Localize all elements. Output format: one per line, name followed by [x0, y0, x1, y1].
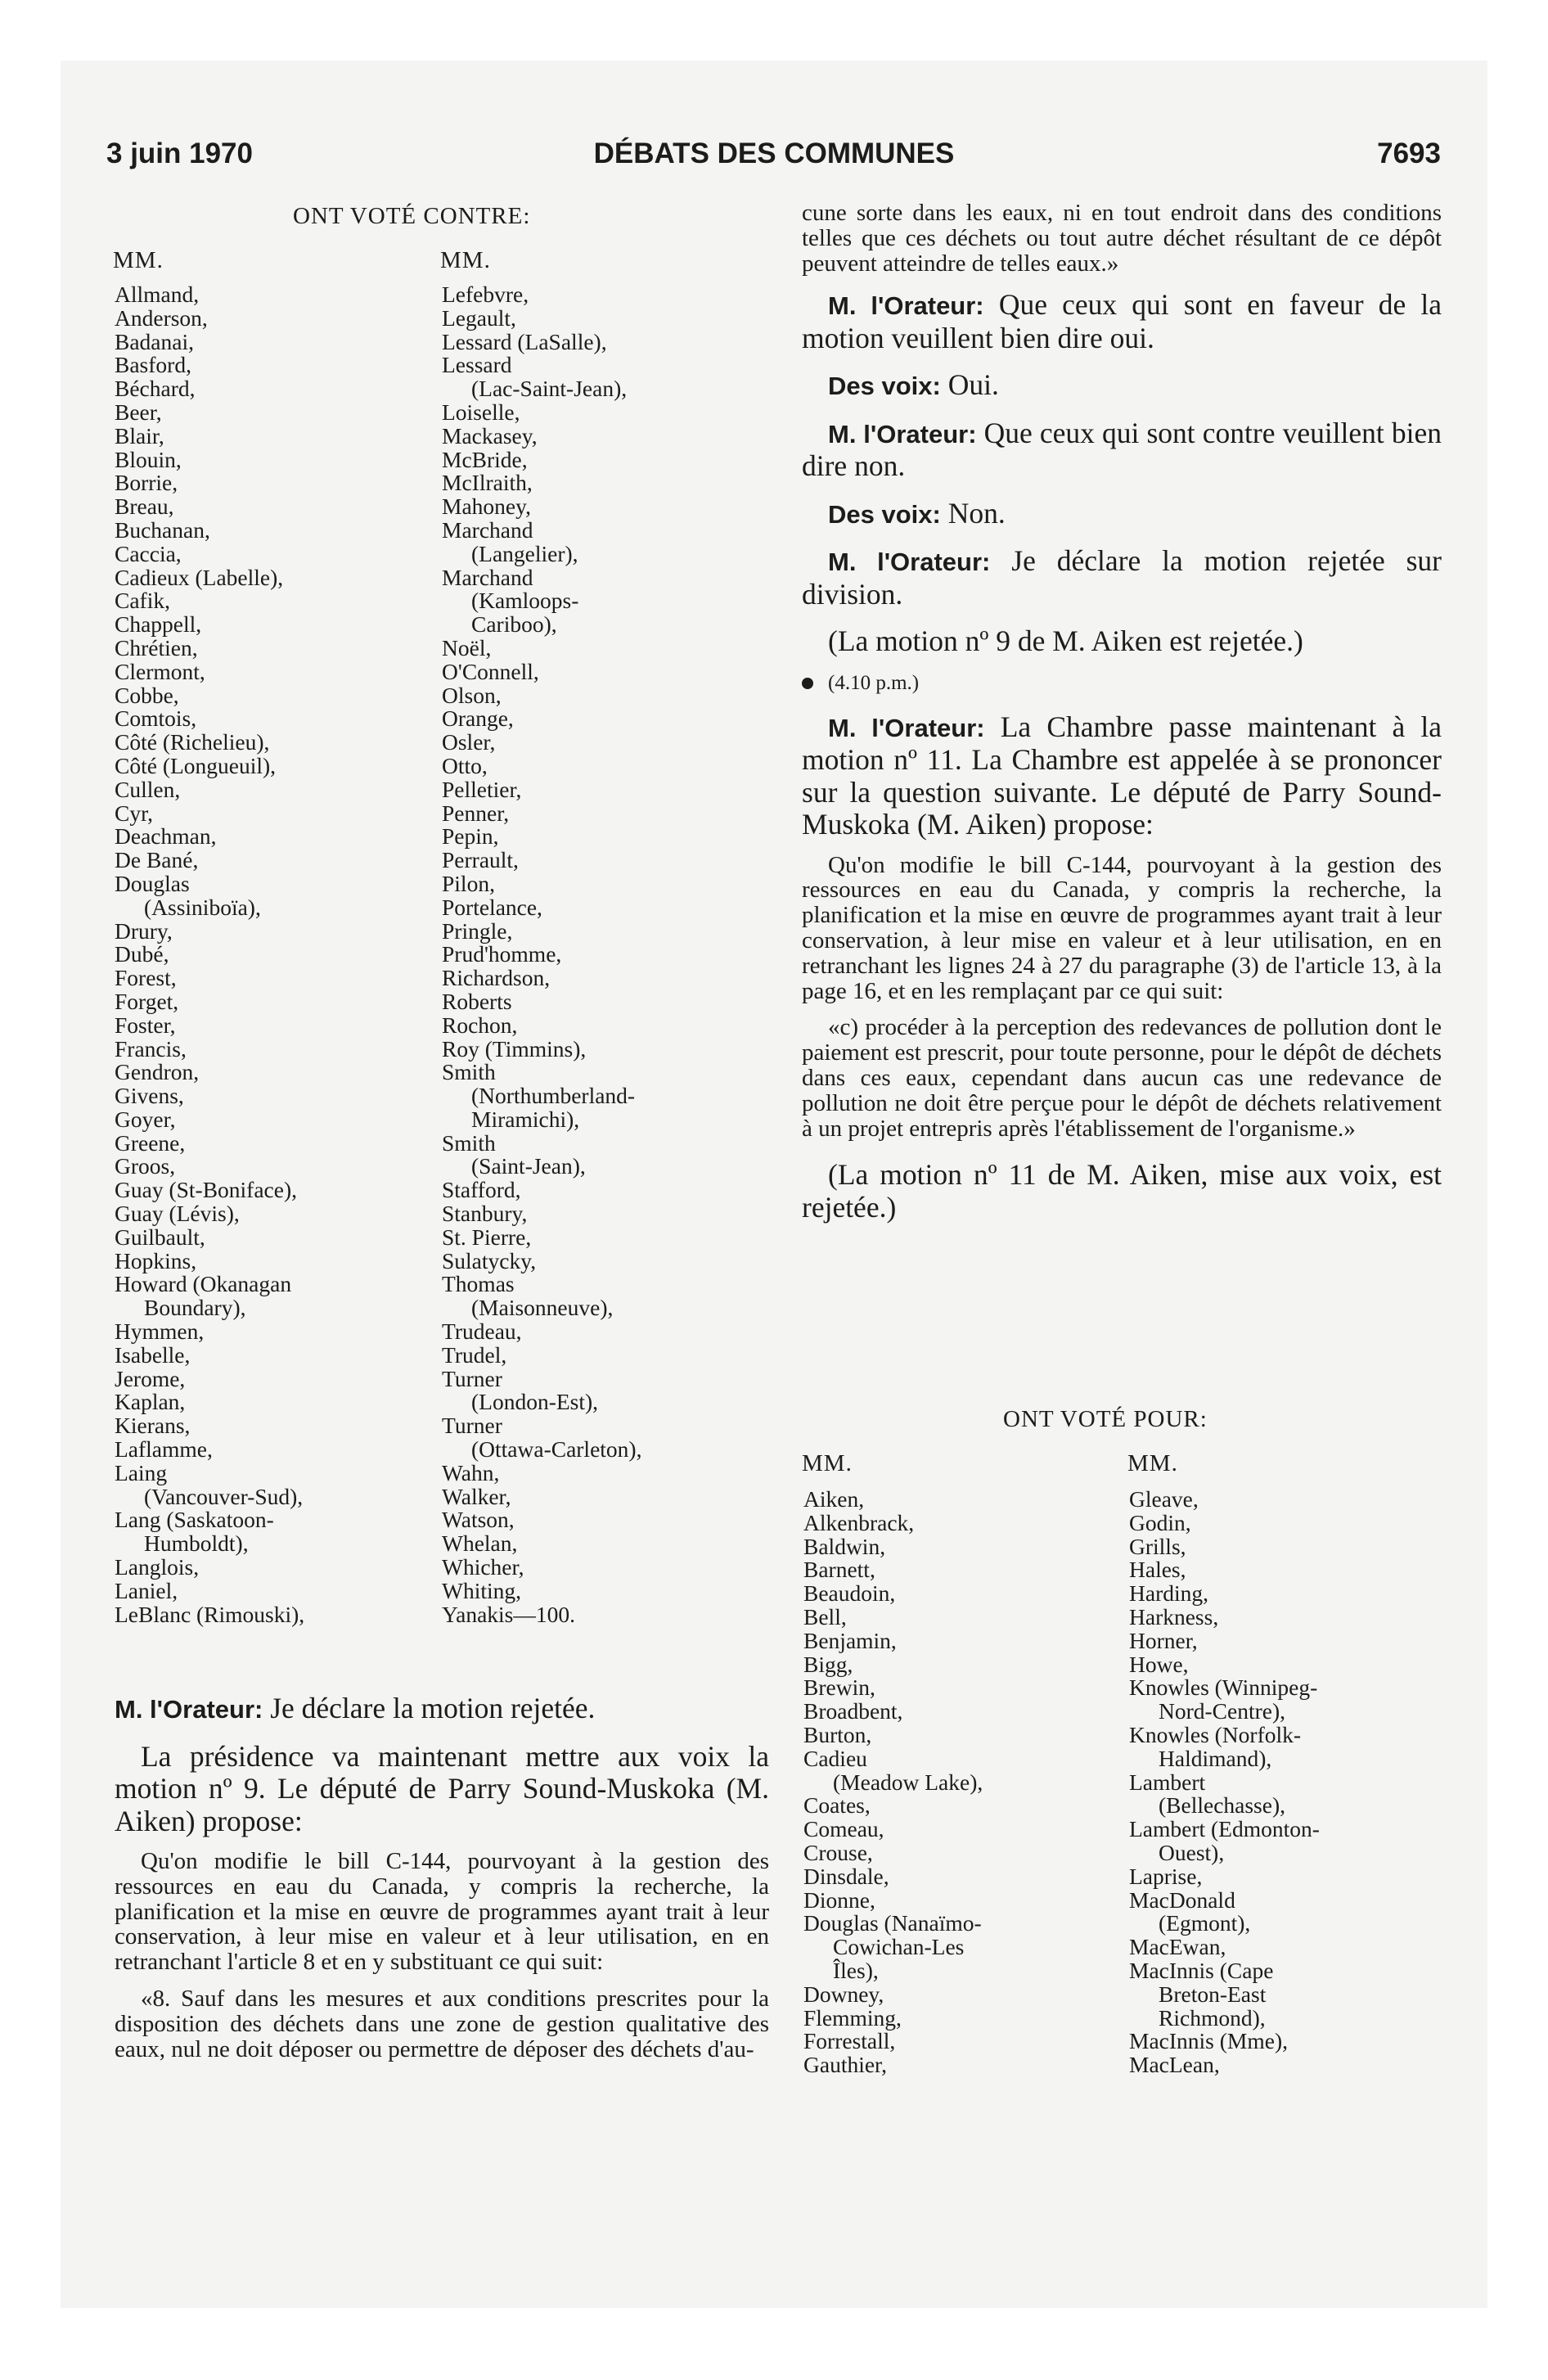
member-name: Guilbault, [115, 1224, 205, 1250]
member-name: Osler, [442, 729, 496, 755]
member-name: Pelletier, [442, 776, 522, 802]
motion-9-text: Qu'on modifie le bill C-144, pourvoyant à la gestion des ressources en eau du Canada, y compris la recherche, la planification et la mise en œuvre de programmes ayant trait à leur conservation, à leur mise en valeur et à leur utilisation, en en retranchant l'article 8 et en y substituant ce qui suit: [115, 1848, 769, 1976]
quote-continuation: cune sorte dans les eaux, ni en tout endroit dans des conditions telles que ces déchets ou tout autre déchet résultant de ce dépôt peuvent atteindre de telles eaux.» [802, 200, 1442, 277]
contre-heading: ONT VOTÉ CONTRE: [293, 203, 531, 229]
member-name: Cowichan-Les [833, 1934, 965, 1960]
member-name: Francis, [115, 1035, 187, 1062]
member-name: (Assiniboïa), [144, 894, 261, 920]
member-name: Comtois, [115, 705, 197, 732]
member-name: Stanbury, [442, 1201, 528, 1227]
member-name: MacInnis (Cape [1129, 1957, 1274, 1983]
member-name: (Lac-Saint-Jean), [471, 376, 628, 402]
member-name: Turner [442, 1365, 502, 1391]
member-name: Lambert (Edmonton- [1129, 1816, 1320, 1842]
time-stamp: (4.10 p.m.) [802, 669, 1442, 696]
member-name: Harding, [1129, 1580, 1208, 1607]
member-name: Buchanan, [115, 516, 210, 543]
member-name: Deachman, [115, 823, 217, 850]
member-name: Cadieux (Labelle), [115, 564, 284, 590]
member-name: Gendron, [115, 1059, 200, 1085]
presidency-intro: La présidence va maintenant mettre aux voix la motion nº 9. Le député de Parry Sound-Muskoka (M. Aiken) propose: [115, 1739, 769, 1837]
member-name: (Egmont), [1159, 1910, 1251, 1936]
speaker-statement-4: M. l'Orateur: Je déclare la motion rejetée sur division. [802, 544, 1442, 611]
member-name: Baldwin, [803, 1533, 886, 1559]
member-name: Foster, [115, 1012, 176, 1038]
member-name: Benjamin, [803, 1627, 897, 1653]
member-name: Dinsdale, [803, 1863, 889, 1889]
motion-9-quote: «8. Sauf dans les mesures et aux conditions prescrites pour la disposition des déchets dans une zone de gestion qualitative des eaux, nul ne doit déposer ou permettre de déposer des déchets d'au- [115, 1985, 769, 2062]
pour-mm-col2: MM. [1127, 1450, 1178, 1476]
member-name: Beer, [115, 399, 162, 425]
member-name: Broadbent, [803, 1698, 903, 1724]
pour-names-col2 [1129, 1488, 1456, 2077]
member-name: Whelan, [442, 1530, 518, 1557]
member-name: Smith [442, 1059, 496, 1085]
member-name: Isabelle, [115, 1341, 191, 1368]
member-name: Richmond), [1159, 2004, 1266, 2031]
member-name: (Meadow Lake), [833, 1769, 983, 1795]
member-name: Forrestall, [803, 2028, 896, 2054]
member-name: (Maisonneuve), [471, 1295, 614, 1321]
member-name: Bigg, [803, 1651, 853, 1677]
member-name: McBride, [442, 446, 528, 472]
member-name: O'Connell, [442, 658, 539, 684]
member-name: Forget, [115, 988, 179, 1014]
member-name: Legault, [442, 304, 516, 331]
member-name: Hopkins, [115, 1247, 197, 1273]
motion-11-text: Qu'on modifie le bill C-144, pourvoyant à la gestion des ressources en eau du Canada, y compris la recherche, la planification et la mise en œuvre de programmes ayant trait à leur conservation, à leur mise en valeur et à leur utilisation, en en retranchant les lignes 24 à 27 du paragraphe (3) de l'article 13, à la page 16, et en les remplaçant par ce qui suit: [802, 851, 1442, 1004]
member-name: Marchand [442, 516, 533, 543]
right-column-text [802, 201, 1442, 1224]
member-name: Sulatycky, [442, 1247, 537, 1273]
member-name: Chrétien, [115, 634, 198, 660]
speaker-statement-5: M. l'Orateur: La Chambre passe maintenant à la motion nº 11. La Chambre est appelée à se prononcer sur la question suivante. Le député de Parry Sound-Muskoka (M. Aiken) propose: [802, 710, 1442, 841]
member-name: (Langelier), [471, 540, 578, 566]
header-date: 3 juin 1970 [106, 137, 253, 169]
member-name: Crouse, [803, 1839, 873, 1865]
member-name: Boundary), [144, 1295, 246, 1321]
member-name: Lang (Saskatoon- [115, 1507, 274, 1533]
member-name: Chappell, [115, 611, 202, 638]
speaker-statement-1 [115, 1693, 769, 1726]
member-name: Prud'homme, [442, 941, 562, 967]
member-name: Godin, [1129, 1509, 1191, 1535]
member-name: Gleave, [1129, 1486, 1199, 1512]
member-name: Clermont, [115, 658, 205, 684]
member-name: Harkness, [1129, 1603, 1219, 1629]
member-name: Caccia, [115, 540, 182, 566]
member-name: Humboldt), [144, 1530, 249, 1557]
contre-mm-col2: MM. [440, 247, 491, 273]
member-name: Olson, [442, 682, 502, 708]
member-name: Noël, [442, 634, 492, 660]
member-name: Penner, [442, 800, 510, 826]
member-name: Douglas (Nanaïmo- [803, 1910, 982, 1936]
member-name: Hales, [1129, 1557, 1186, 1583]
member-name: Trudel, [442, 1341, 507, 1368]
member-name: Cariboo), [471, 611, 557, 638]
member-name: Howard (Okanagan [115, 1271, 292, 1297]
member-name: MacEwan, [1129, 1934, 1226, 1960]
member-name: Portelance, [442, 894, 542, 920]
speaker-statement-2: M. l'Orateur: Que ceux qui sont en faveur de la motion veuillent bien dire oui. [802, 288, 1442, 354]
member-name: Brewin, [803, 1675, 875, 1701]
member-name: Coates, [803, 1792, 871, 1819]
member-name: Hymmen, [115, 1318, 205, 1345]
contre-names-col2 [442, 283, 769, 1626]
member-name: Downey, [803, 1981, 884, 2007]
member-name: De Bané, [115, 847, 199, 873]
member-name: Dionne, [803, 1886, 875, 1913]
member-name: Rochon, [442, 1012, 518, 1038]
member-name: Kaplan, [115, 1389, 186, 1415]
member-name: Flemming, [803, 2004, 902, 2031]
member-name: Beaudoin, [803, 1580, 896, 1607]
pour-heading: ONT VOTÉ POUR: [1003, 1406, 1208, 1432]
motion-11-result: (La motion nº 11 de M. Aiken, mise aux voix, est rejetée.) [802, 1158, 1442, 1224]
member-name: Goyer, [115, 1106, 176, 1132]
member-name: McIlraith, [442, 470, 533, 496]
member-name: Pepin, [442, 823, 499, 850]
member-name: LeBlanc (Rimouski), [115, 1601, 305, 1627]
member-name: Cobbe, [115, 682, 179, 708]
bullet-icon [802, 678, 813, 689]
pour-mm-col1: MM. [802, 1450, 853, 1476]
member-name: Yanakis—100. [442, 1601, 575, 1627]
speaker-statement-3: M. l'Orateur: Que ceux qui sont contre veuillent bien dire non. [802, 416, 1442, 483]
member-name: Walker, [442, 1483, 511, 1509]
member-name: Watson, [442, 1507, 515, 1533]
motion-9-result: (La motion nº 9 de M. Aiken est rejetée.) [828, 624, 1303, 658]
member-name: Greene, [115, 1129, 186, 1156]
member-name: Perrault, [442, 847, 519, 873]
member-name: Barnett, [803, 1557, 875, 1583]
member-name: Cadieu [803, 1745, 867, 1771]
member-name: MacInnis (Mme), [1129, 2028, 1288, 2054]
member-name: Mahoney, [442, 494, 531, 520]
running-header [0, 137, 1548, 187]
member-name: (London-Est), [471, 1389, 599, 1415]
member-name: Whicher, [442, 1554, 524, 1580]
member-name: Bell, [803, 1603, 847, 1629]
voices-no: Des voix: Non. [828, 496, 1006, 530]
member-name: Stafford, [442, 1177, 521, 1203]
member-name: Cafik, [115, 588, 170, 614]
member-name: Langlois, [115, 1554, 200, 1580]
member-name: Horner, [1129, 1627, 1198, 1653]
member-name: Howe, [1129, 1651, 1189, 1677]
member-name: Roberts [442, 988, 512, 1014]
member-name: Douglas [115, 870, 190, 896]
member-name: Thomas [442, 1271, 515, 1297]
member-name: Lambert [1129, 1769, 1206, 1795]
member-name: Aiken, [803, 1486, 865, 1512]
member-name: Alkenbrack, [803, 1509, 915, 1535]
member-name: Nord-Centre), [1159, 1698, 1286, 1724]
member-name: Lessard (LaSalle), [442, 328, 607, 354]
member-name: MacLean, [1129, 2052, 1220, 2078]
member-name: (Ottawa-Carleton), [471, 1436, 642, 1463]
member-name: Roy (Timmins), [442, 1035, 587, 1062]
member-name: Blair, [115, 422, 164, 449]
member-name: (Vancouver-Sud), [144, 1483, 304, 1509]
member-name: Haldimand), [1159, 1745, 1272, 1771]
member-name: Côté (Longueuil), [115, 752, 277, 778]
member-name: Blouin, [115, 446, 182, 472]
member-name: Loiselle, [442, 399, 520, 425]
pour-names-col1 [803, 1488, 1123, 2077]
contre-names-col1 [115, 283, 434, 1626]
member-name: Whiting, [442, 1577, 522, 1603]
member-name: Knowles (Norfolk- [1129, 1721, 1302, 1747]
member-name: Laniel, [115, 1577, 178, 1603]
member-name: Guay (St-Boniface), [115, 1177, 297, 1203]
member-name: Drury, [115, 917, 173, 944]
member-name: Wahn, [442, 1459, 500, 1485]
member-name: MacDonald [1129, 1886, 1235, 1913]
member-name: Comeau, [803, 1816, 884, 1842]
member-name: Otto, [442, 752, 488, 778]
member-name: (Bellechasse), [1159, 1792, 1285, 1819]
member-name: Groos, [115, 1153, 176, 1179]
member-name: Breton-East [1159, 1981, 1267, 2007]
member-name: Turner [442, 1413, 502, 1439]
member-name: Miramichi), [471, 1106, 580, 1132]
member-name: St. Pierre, [442, 1224, 532, 1250]
member-name: Laflamme, [115, 1436, 213, 1463]
member-name: (Northumberland- [471, 1083, 636, 1109]
member-name: Cullen, [115, 776, 181, 802]
member-name: Laprise, [1129, 1863, 1203, 1889]
member-name: Guay (Lévis), [115, 1201, 240, 1227]
member-name: Smith [442, 1129, 496, 1156]
member-name: Kierans, [115, 1413, 191, 1439]
member-name: Richardson, [442, 965, 551, 991]
speaker-text: Je déclare la motion rejetée. [270, 1692, 596, 1724]
member-name: Pilon, [442, 870, 495, 896]
left-bottom-text [115, 1693, 769, 2062]
voices-yes: Des voix: Oui. [828, 368, 999, 402]
member-name: Lefebvre, [442, 282, 529, 307]
member-name: Basford, [115, 352, 191, 378]
member-name: (Kamloops- [471, 588, 579, 614]
member-name: Breau, [115, 494, 174, 520]
member-name: Lessard [442, 352, 512, 378]
member-name: Mackasey, [442, 422, 538, 449]
member-name: Trudeau, [442, 1318, 522, 1345]
member-name: Forest, [115, 965, 177, 991]
member-name: Grills, [1129, 1533, 1186, 1559]
motion-11-quote: «c) procéder à la perception des redevances de pollution dont le paiement est prescrit, pour toute personne, pour le dépôt de déchets dans ces eaux, cependant dans aucun cas une redevance de pollution ne doit être perçue pour le dépôt de déchets relativement à un projet entrepris après l'établissement de l'organisme.» [802, 1014, 1442, 1142]
member-name: Burton, [803, 1721, 872, 1747]
member-name: Badanai, [115, 328, 194, 354]
member-name: Dubé, [115, 941, 169, 967]
member-name: Cyr, [115, 800, 154, 826]
contre-mm-col1: MM. [113, 247, 164, 273]
member-name: Borrie, [115, 470, 178, 496]
member-name: Allmand, [115, 282, 200, 307]
member-name: Knowles (Winnipeg- [1129, 1675, 1318, 1701]
header-page-number: 7693 [1377, 137, 1441, 169]
header-title: DÉBATS DES COMMUNES [593, 137, 955, 169]
member-name: Gauthier, [803, 2052, 887, 2078]
member-name: Givens, [115, 1083, 184, 1109]
member-name: Pringle, [442, 917, 513, 944]
member-name: Laing [115, 1459, 168, 1485]
member-name: Béchard, [115, 376, 196, 402]
member-name: Côté (Richelieu), [115, 729, 270, 755]
member-name: Jerome, [115, 1365, 186, 1391]
speaker-label: M. l'Orateur: [115, 1695, 263, 1724]
member-name: Îles), [833, 1957, 879, 1983]
member-name: Marchand [442, 564, 533, 590]
member-name: (Saint-Jean), [471, 1153, 586, 1179]
member-name: Ouest), [1159, 1839, 1225, 1865]
member-name: Anderson, [115, 304, 208, 331]
member-name: Orange, [442, 705, 514, 732]
